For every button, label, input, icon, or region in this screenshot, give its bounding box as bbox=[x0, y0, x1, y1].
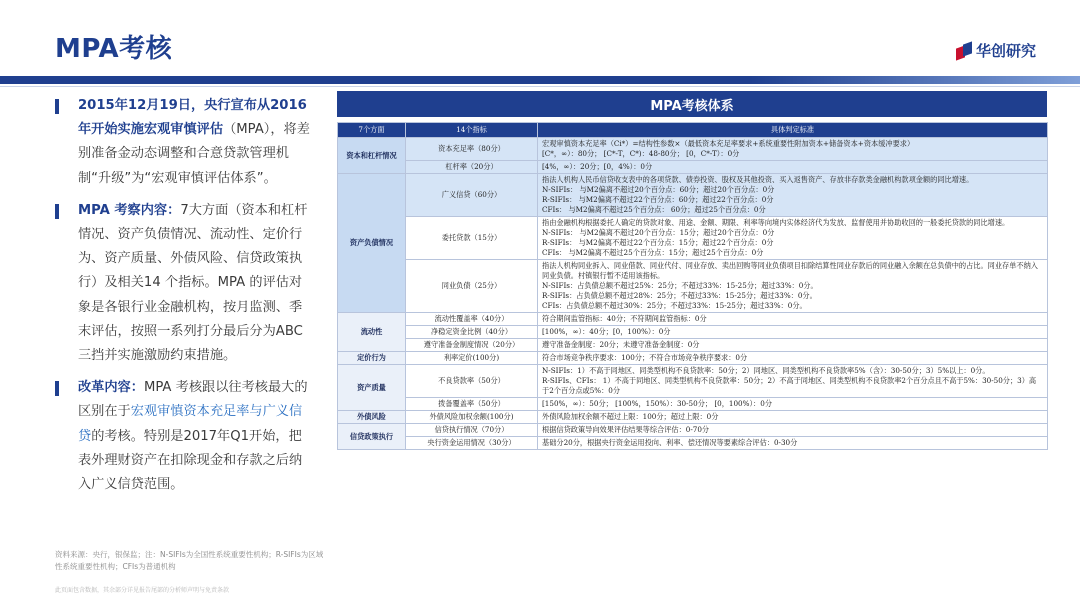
criteria-line: N-SIFIs：1）不高于同地区、同类型机构不良贷款率：50分；2）同地区、同类型机构不良贷款率5%（含）：30-50分；3）5%以上：0分。 bbox=[542, 366, 990, 375]
table-title: MPA考核体系 bbox=[337, 91, 1047, 117]
criteria-line: [C*，∞）：80分； [C*-T，C*)：48-80分； [0，C*-T）：0分 bbox=[542, 149, 740, 158]
indicator-provision: 拨备覆盖率（50分） bbox=[406, 398, 538, 411]
col-header-criteria: 具体判定标准 bbox=[538, 123, 1048, 138]
indicator-interbank-liabilities: 同业负债（25分） bbox=[406, 260, 538, 313]
criteria-line: CFIs： 与M2偏离不超过25个百分点：15分；超过25个百分点：0分 bbox=[542, 248, 764, 257]
criteria-broad-credit bbox=[538, 174, 1048, 217]
header-divider-accent bbox=[750, 76, 1080, 84]
table-row bbox=[338, 217, 1048, 260]
aspect-foreign-debt: 外债风险 bbox=[338, 411, 406, 424]
summary-point-1-head: 2015年12月19日，央行宣布从2016年开始实施宏观审慎评估 bbox=[78, 98, 307, 138]
indicator-credit-execution: 信贷执行情况（70分） bbox=[406, 424, 538, 437]
criteria-line: R-SIFIs： 与M2偏离不超过22个百分点：60分；超过22个百分点：0分 bbox=[542, 195, 774, 204]
criteria-line: 指由金融机构根据委托人确定的贷款对象、用途、金额、期限、利率等向境内实体经济代为发放、监督使用并协助收回的一般委托贷款的同比增速。 bbox=[542, 218, 1010, 227]
table-row bbox=[338, 339, 1048, 352]
summary-point-3-highlight: 宏观审慎资本充足率与广义信贷 bbox=[78, 404, 303, 444]
summary-point-3-body-b: 的考核。特别是2017年Q1开始，把表外理财资产在扣除现金和存款之后纳入广义信贷范围。 bbox=[78, 428, 303, 493]
table-row bbox=[338, 313, 1048, 326]
footer-disclaimer: 此页面包含数据，其余部分详见报告尾部的分析师声明与免责条款 bbox=[55, 587, 230, 594]
summary-point-3-head: 改革内容： bbox=[78, 380, 144, 396]
indicator-central-bank-funds: 央行资金运用情况（30分） bbox=[406, 437, 538, 450]
aspect-liquidity: 流动性 bbox=[338, 313, 406, 352]
brand-logo bbox=[956, 40, 1036, 61]
table-row bbox=[338, 398, 1048, 411]
criteria-line: 指法人机构同业拆入、同业借款、同业代付、同业存放、卖出回购等同业负债项目扣除结算性同业存款后的同业融入余额在总负债中的占比。同业存单不纳入同业负债。村镇银行暂不适用该指标。 bbox=[542, 261, 1038, 280]
summary-point-3-body-a: MPA 考核跟以往考核最大的区别在于 bbox=[78, 380, 308, 420]
table-row bbox=[338, 138, 1048, 161]
criteria-leverage: [4%，∞）：20分；[0，4%）：0分 bbox=[538, 161, 1048, 174]
source-note: 资料来源：央行，银保监；注：N-SIFIs为全国性系统重要性机构；R-SIFIs为区域性系统重要性机构；CFIs为普通机构 bbox=[55, 550, 324, 571]
table-row bbox=[338, 437, 1048, 450]
criteria-line: CFIs：占负债总额不超过30%：25分；不超过33%：15-25分；超过33%：0分。 bbox=[542, 301, 807, 310]
indicator-foreign-debt: 外债风险加权余额(100分) bbox=[406, 411, 538, 424]
summary-point-2-body: 7大方面（资本和杠杆情况、资产负债情况、流动性、定价行为、资产质量、外债风险、信贷政策执行）及相关14 个指标。MPA 的评估对象是各银行业金融机构，按月监测、季末评估，按照一系列打分最后分为ABC 三挡并实施激励约束措施。 bbox=[78, 202, 308, 364]
indicator-leverage: 杠杆率（20分） bbox=[406, 161, 538, 174]
criteria-nsfr: [100%，∞）：40分；[0，100%）：0分 bbox=[538, 326, 1048, 339]
mpa-table bbox=[337, 122, 1048, 450]
criteria-line: R-SIFIs： 与M2偏离不超过22个百分点：15分；超过22个百分点：0分 bbox=[542, 238, 774, 247]
header-thin-line bbox=[0, 86, 1080, 87]
table-row bbox=[338, 326, 1048, 339]
criteria-foreign-debt: 外债风险加权余额不超过上限：100分；超过上限：0分 bbox=[538, 411, 1048, 424]
criteria-line: R-SIFIs、CFIs： 1）不高于同地区、同类型机构不良贷款率：50分；2）不高于同地区、同类型机构不良贷款率2个百分点且不高于5%：30-50分；3）高于2个百分点或5%：0分 bbox=[542, 376, 1037, 395]
table-row bbox=[338, 161, 1048, 174]
criteria-line: N-SIFIs： 与M2偏离不超过20个百分点：60分；超过20个百分点：0分 bbox=[542, 185, 775, 194]
indicator-broad-credit: 广义信贷（60分） bbox=[406, 174, 538, 217]
bullet-bar bbox=[55, 99, 59, 114]
col-header-indicator: 14个指标 bbox=[406, 123, 538, 138]
col-header-aspect: 7个方面 bbox=[338, 123, 406, 138]
aspect-assets: 资产负债情况 bbox=[338, 174, 406, 313]
aspect-pricing: 定价行为 bbox=[338, 352, 406, 365]
indicator-nsfr: 净稳定资金比例（40分） bbox=[406, 326, 538, 339]
table-row bbox=[338, 411, 1048, 424]
indicator-reserve: 遵守准备金制度情况（20分） bbox=[406, 339, 538, 352]
criteria-npl bbox=[538, 365, 1048, 398]
criteria-central-bank-funds: 基础分20分，根据央行资金运用投向、利率、偿还情况等要素综合评估：0-30分 bbox=[538, 437, 1048, 450]
criteria-lcr: 符合期间监管指标：40分；不符期间监管指标：0分 bbox=[538, 313, 1048, 326]
table-row bbox=[338, 174, 1048, 217]
criteria-line: N-SIFIs：占负债总额不超过25%：25分；不超过33%：15-25分；超过33%：0分。 bbox=[542, 281, 818, 290]
indicator-car: 资本充足率（80分） bbox=[406, 138, 538, 161]
criteria-line: 指法人机构人民币信贷收支表中的各项贷款、债券投资、股权及其他投资、买入返售资产、存放非存款类金融机构款项金额的同比增速。 bbox=[542, 175, 974, 184]
summary-point-2 bbox=[55, 199, 313, 368]
criteria-car bbox=[538, 138, 1048, 161]
table-row bbox=[338, 365, 1048, 398]
criteria-line: N-SIFIs： 与M2偏离不超过20个百分点：15分；超过20个百分点：0分 bbox=[542, 228, 775, 237]
bullet-bar bbox=[55, 204, 59, 219]
criteria-rate-pricing: 符合市场竞争秩序要求：100分；不符合市场竞争秩序要求：0分 bbox=[538, 352, 1048, 365]
page-title: MPA考核 bbox=[55, 34, 173, 64]
criteria-reserve: 遵守准备金制度：20分；未遵守准备金制度：0分 bbox=[538, 339, 1048, 352]
indicator-entrusted-loans: 委托贷款（15分） bbox=[406, 217, 538, 260]
criteria-credit-execution: 根据信贷政策导向效果评估结果等综合评估：0-70分 bbox=[538, 424, 1048, 437]
criteria-provision: [150%，∞）：50分； [100%，150%）：30-50分； [0，100%）：0分 bbox=[538, 398, 1048, 411]
criteria-line: R-SIFIs：占负债总额不超过28%：25分；不超过33%：15-25分；超过33%：0分。 bbox=[542, 291, 817, 300]
criteria-line: CFIs： 与M2偏离不超过25个百分点： 60分；超过25个百分点：0分 bbox=[542, 205, 766, 214]
summary-point-2-head: MPA 考察内容： bbox=[78, 202, 181, 218]
criteria-line: 宏观审慎资本充足率（Ci*）=结构性参数×（最低资本充足率要求+系统重要性附加资本+储备资本+资本缓冲要求） bbox=[542, 139, 915, 148]
aspect-quality: 资产质量 bbox=[338, 365, 406, 411]
summary-point-3 bbox=[55, 376, 313, 497]
summary-point-1-body: （MPA），将差别准备金动态调整和合意贷款管理机制“升级”为“宏观审慎评估体系”。 bbox=[78, 122, 310, 186]
criteria-entrusted-loans bbox=[538, 217, 1048, 260]
summary-point-1 bbox=[55, 94, 313, 191]
indicator-rate-pricing: 利率定价(100分) bbox=[406, 352, 538, 365]
criteria-interbank-liabilities bbox=[538, 260, 1048, 313]
aspect-credit-policy: 信贷政策执行 bbox=[338, 424, 406, 450]
table-row bbox=[338, 352, 1048, 365]
summary-panel bbox=[55, 94, 313, 505]
table-row bbox=[338, 424, 1048, 437]
logo-icon bbox=[956, 43, 972, 59]
indicator-npl: 不良贷款率（50分） bbox=[406, 365, 538, 398]
aspect-capital: 资本和杠杆情况 bbox=[338, 138, 406, 174]
table-row bbox=[338, 260, 1048, 313]
brand-name: 华创研究 bbox=[976, 42, 1037, 60]
indicator-lcr: 流动性覆盖率（40分） bbox=[406, 313, 538, 326]
bullet-bar bbox=[55, 381, 59, 396]
